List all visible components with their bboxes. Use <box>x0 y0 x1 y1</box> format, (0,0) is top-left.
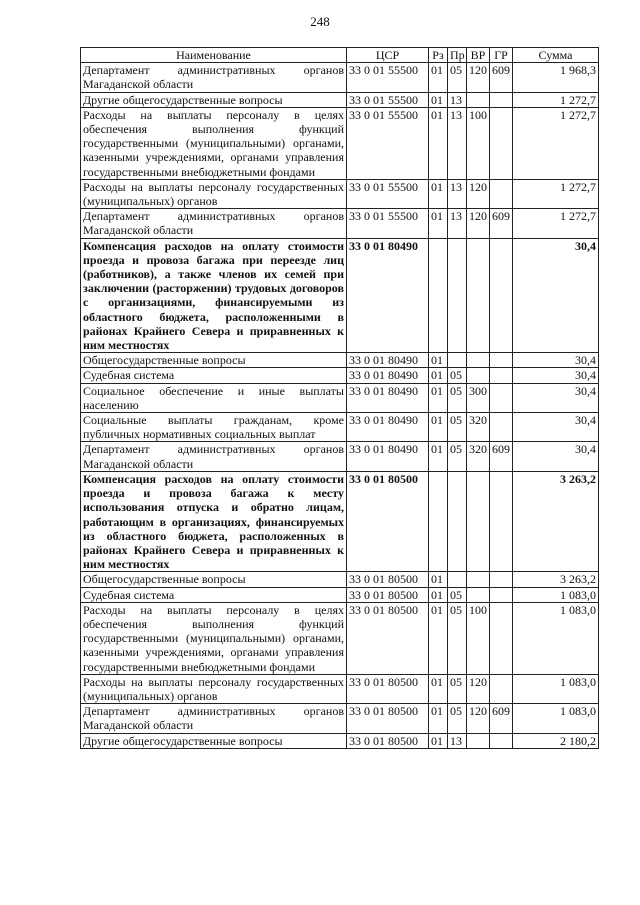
cell-rz <box>429 471 448 571</box>
cell-pr: 05 <box>448 442 467 471</box>
table-row <box>81 92 599 107</box>
cell-vr <box>467 92 490 107</box>
cell-csr: 33 0 01 80500 <box>347 704 429 733</box>
cell-sum: 30,4 <box>513 368 599 383</box>
cell-csr: 33 0 01 80490 <box>347 368 429 383</box>
cell-rz: 01 <box>429 674 448 703</box>
cell-pr: 05 <box>448 587 467 602</box>
cell-sum: 30,4 <box>513 383 599 412</box>
table-row <box>81 353 599 368</box>
cell-vr <box>467 353 490 368</box>
cell-vr <box>467 572 490 587</box>
cell-pr: 13 <box>448 179 467 208</box>
cell-csr: 33 0 01 80500 <box>347 674 429 703</box>
cell-name: Расходы на выплаты персоналу государственных (муниципальных) органов <box>81 674 347 703</box>
cell-pr <box>448 572 467 587</box>
cell-sum: 2 180,2 <box>513 733 599 748</box>
cell-sum: 30,4 <box>513 353 599 368</box>
cell-name: Расходы на выплаты персоналу государственных (муниципальных) органов <box>81 179 347 208</box>
cell-pr <box>448 238 467 353</box>
cell-gr <box>490 179 513 208</box>
cell-rz: 01 <box>429 442 448 471</box>
cell-gr <box>490 238 513 353</box>
cell-sum: 1 272,7 <box>513 179 599 208</box>
cell-csr: 33 0 01 55500 <box>347 107 429 179</box>
cell-vr: 120 <box>467 179 490 208</box>
cell-vr: 100 <box>467 107 490 179</box>
cell-rz: 01 <box>429 368 448 383</box>
cell-pr <box>448 353 467 368</box>
cell-vr: 120 <box>467 704 490 733</box>
cell-vr: 120 <box>467 63 490 92</box>
cell-vr: 320 <box>467 442 490 471</box>
cell-csr: 33 0 01 80500 <box>347 471 429 571</box>
cell-sum: 1 083,0 <box>513 587 599 602</box>
cell-rz: 01 <box>429 587 448 602</box>
cell-pr: 05 <box>448 674 467 703</box>
cell-gr <box>490 471 513 571</box>
cell-name: Департамент административных органов Магаданской области <box>81 209 347 238</box>
table-row <box>81 733 599 748</box>
cell-name: Социальные выплаты гражданам, кроме публичных нормативных социальных выплат <box>81 413 347 442</box>
budget-table <box>80 47 599 749</box>
cell-pr: 13 <box>448 733 467 748</box>
cell-rz: 01 <box>429 209 448 238</box>
cell-sum: 1 083,0 <box>513 704 599 733</box>
header-gr: ГР <box>490 48 513 63</box>
table-row <box>81 209 599 238</box>
cell-csr: 33 0 01 80500 <box>347 602 429 674</box>
cell-pr: 05 <box>448 704 467 733</box>
header-row <box>81 48 599 63</box>
cell-gr <box>490 413 513 442</box>
header-rz: Рз <box>429 48 448 63</box>
cell-pr: 05 <box>448 383 467 412</box>
cell-pr: 05 <box>448 602 467 674</box>
cell-csr: 33 0 01 80490 <box>347 413 429 442</box>
cell-rz: 01 <box>429 92 448 107</box>
cell-rz: 01 <box>429 179 448 208</box>
cell-vr: 120 <box>467 674 490 703</box>
cell-gr <box>490 92 513 107</box>
cell-pr: 13 <box>448 107 467 179</box>
table-row <box>81 383 599 412</box>
cell-gr <box>490 368 513 383</box>
cell-gr <box>490 674 513 703</box>
header-csr: ЦСР <box>347 48 429 63</box>
cell-name: Департамент административных органов Магаданской области <box>81 63 347 92</box>
cell-gr <box>490 602 513 674</box>
cell-sum: 30,4 <box>513 413 599 442</box>
table-row <box>81 368 599 383</box>
cell-rz: 01 <box>429 572 448 587</box>
cell-rz <box>429 238 448 353</box>
header-sum: Сумма <box>513 48 599 63</box>
cell-csr: 33 0 01 55500 <box>347 179 429 208</box>
cell-gr: 609 <box>490 209 513 238</box>
cell-name: Компенсация расходов на оплату стоимости проезда и провоза багажа к месту использования отпуска и обратно лицам, работающим в организациях, финансируемых из областного бюджета, расположенных в районах Крайнего Севера и приравненных к ним местностях <box>81 471 347 571</box>
cell-pr: 13 <box>448 92 467 107</box>
cell-name: Другие общегосударственные вопросы <box>81 733 347 748</box>
cell-sum: 1 272,7 <box>513 92 599 107</box>
cell-csr: 33 0 01 80490 <box>347 442 429 471</box>
cell-rz: 01 <box>429 63 448 92</box>
table-row <box>81 704 599 733</box>
table-row <box>81 179 599 208</box>
cell-name: Общегосударственные вопросы <box>81 572 347 587</box>
cell-csr: 33 0 01 80500 <box>347 572 429 587</box>
cell-rz: 01 <box>429 704 448 733</box>
cell-vr: 120 <box>467 209 490 238</box>
cell-name: Другие общегосударственные вопросы <box>81 92 347 107</box>
cell-pr: 05 <box>448 63 467 92</box>
cell-rz: 01 <box>429 733 448 748</box>
cell-rz: 01 <box>429 413 448 442</box>
cell-rz: 01 <box>429 107 448 179</box>
cell-vr: 100 <box>467 602 490 674</box>
cell-name: Компенсация расходов на оплату стоимости проезда и провоза багажа при переезде лиц (работников), а также членов их семей при заключении (расторжении) трудовых договоров с организациями, финансируемыми из областного бюджета, расположенными в районах Крайнего Севера и приравненных к ним местностях <box>81 238 347 353</box>
table-row <box>81 107 599 179</box>
cell-sum: 3 263,2 <box>513 572 599 587</box>
cell-csr: 33 0 01 80490 <box>347 353 429 368</box>
cell-sum: 1 083,0 <box>513 674 599 703</box>
cell-csr: 33 0 01 55500 <box>347 209 429 238</box>
cell-csr: 33 0 01 80500 <box>347 733 429 748</box>
cell-gr: 609 <box>490 704 513 733</box>
cell-pr: 13 <box>448 209 467 238</box>
cell-vr <box>467 471 490 571</box>
cell-vr: 300 <box>467 383 490 412</box>
cell-csr: 33 0 01 80500 <box>347 587 429 602</box>
cell-gr <box>490 572 513 587</box>
cell-pr: 05 <box>448 413 467 442</box>
table-row <box>81 674 599 703</box>
cell-name: Общегосударственные вопросы <box>81 353 347 368</box>
table-row <box>81 442 599 471</box>
table-row <box>81 238 599 353</box>
page-number: 248 <box>310 14 330 29</box>
table-row <box>81 63 599 92</box>
header-vr: ВР <box>467 48 490 63</box>
cell-name: Судебная система <box>81 587 347 602</box>
cell-csr: 33 0 01 55500 <box>347 63 429 92</box>
cell-csr: 33 0 01 80490 <box>347 238 429 353</box>
cell-gr: 609 <box>490 63 513 92</box>
cell-name: Департамент административных органов Магаданской области <box>81 442 347 471</box>
cell-vr: 320 <box>467 413 490 442</box>
cell-pr: 05 <box>448 368 467 383</box>
table-row <box>81 572 599 587</box>
cell-sum: 30,4 <box>513 442 599 471</box>
cell-rz: 01 <box>429 383 448 412</box>
cell-gr <box>490 587 513 602</box>
cell-csr: 33 0 01 80490 <box>347 383 429 412</box>
table-row <box>81 602 599 674</box>
cell-name: Расходы на выплаты персоналу в целях обеспечения выполнения функций государственными (муниципальными) органами, казенными учреждениями, органами управления государственными внебюджетными фондами <box>81 107 347 179</box>
cell-gr <box>490 733 513 748</box>
cell-name: Социальное обеспечение и иные выплаты населению <box>81 383 347 412</box>
cell-name: Судебная система <box>81 368 347 383</box>
cell-vr <box>467 587 490 602</box>
cell-name: Расходы на выплаты персоналу в целях обеспечения выполнения функций государственными (муниципальными) органами, казенными учреждениями, органами управления государственными внебюджетными фондами <box>81 602 347 674</box>
cell-rz: 01 <box>429 602 448 674</box>
header-pr: Пр <box>448 48 467 63</box>
cell-sum: 3 263,2 <box>513 471 599 571</box>
cell-name: Департамент административных органов Магаданской области <box>81 704 347 733</box>
cell-vr <box>467 368 490 383</box>
cell-gr: 609 <box>490 442 513 471</box>
cell-sum: 30,4 <box>513 238 599 353</box>
cell-vr <box>467 238 490 353</box>
cell-gr <box>490 107 513 179</box>
table-body <box>81 63 599 749</box>
cell-pr <box>448 471 467 571</box>
cell-csr: 33 0 01 55500 <box>347 92 429 107</box>
cell-sum: 1 968,3 <box>513 63 599 92</box>
cell-vr <box>467 733 490 748</box>
cell-gr <box>490 383 513 412</box>
table-row <box>81 587 599 602</box>
header-name: Наименование <box>81 48 347 63</box>
table-row <box>81 471 599 571</box>
cell-sum: 1 272,7 <box>513 107 599 179</box>
cell-sum: 1 083,0 <box>513 602 599 674</box>
cell-sum: 1 272,7 <box>513 209 599 238</box>
cell-rz: 01 <box>429 353 448 368</box>
cell-gr <box>490 353 513 368</box>
table-row <box>81 413 599 442</box>
